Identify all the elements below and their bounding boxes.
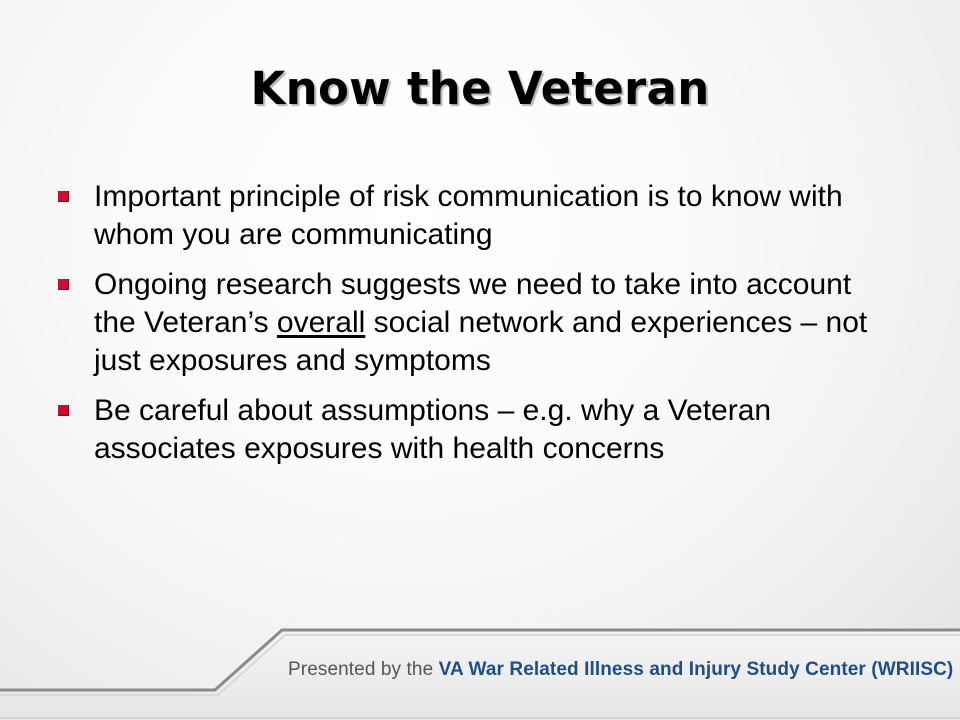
bullet-text-continued: social network and experiences – not just exposures and symptoms: [94, 306, 868, 377]
footer-organization: VA War Related Illness and Injury Study Center (WRIISC): [438, 659, 954, 680]
square-bullet-icon: [58, 405, 69, 416]
bullet-text: Ongoing research suggests we need to take into account the Veteran’s: [94, 268, 852, 339]
bullet-item: [57, 392, 887, 468]
bullet-emphasis: overall: [276, 306, 366, 339]
footer-credit: [288, 659, 953, 681]
bullet-text: Important principle of risk communication is to know with whom you are communicating: [94, 180, 843, 251]
slide-title: Know the Veteran: [250, 62, 710, 115]
bullet-list: [57, 178, 887, 480]
bullet-item: [57, 178, 887, 254]
footer-prefix: Presented by the: [288, 659, 434, 680]
square-bullet-icon: [58, 279, 69, 290]
square-bullet-icon: [58, 191, 69, 202]
bullet-text: Be careful about assumptions – e.g. why a Veteran associates exposures with health concerns: [94, 394, 772, 465]
bullet-item: [57, 266, 887, 380]
